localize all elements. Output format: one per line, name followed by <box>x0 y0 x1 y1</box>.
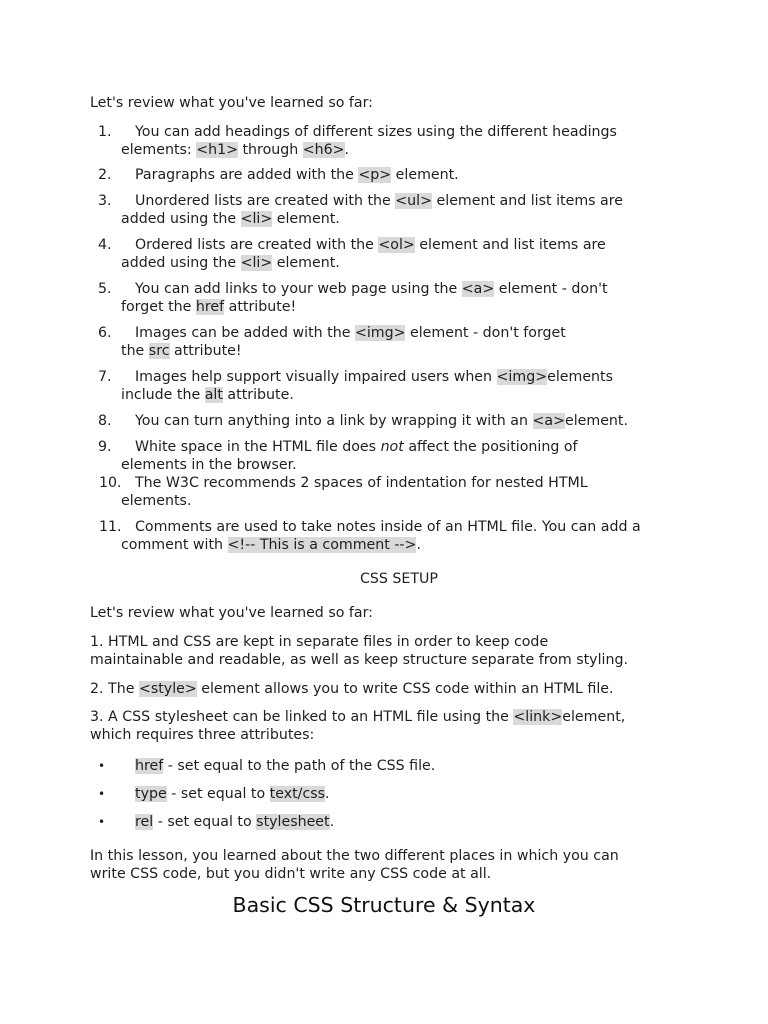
list-item-line <box>135 518 641 536</box>
list-item-line <box>135 438 578 456</box>
text-segment: elements in the browser. <box>121 457 297 473</box>
text-segment: 3. A CSS stylesheet can be linked to an HTML file using the <box>90 709 514 725</box>
list-item-line <box>121 456 297 474</box>
text-segment: Comments are used to take notes inside of an HTML file. You can add a <box>135 519 641 535</box>
list-item-line <box>121 298 296 316</box>
text-segment: element and list items are <box>414 237 606 253</box>
code-snippet: src <box>148 343 170 359</box>
text-segment: . <box>416 537 421 553</box>
list-item-line <box>135 324 566 342</box>
list-item-line <box>121 210 340 228</box>
list-item-line <box>121 141 349 159</box>
summary-paragraph-line <box>90 708 690 726</box>
list-item-number: 9. <box>98 439 112 455</box>
code-snippet: href <box>135 758 164 774</box>
intro-text-2: Let's review what you've learned so far: <box>90 605 373 621</box>
text-segment: attribute! <box>224 299 297 315</box>
list-item-line <box>121 386 294 404</box>
text-segment: Images help support visually impaired users when <box>135 369 497 385</box>
list-item-line <box>135 166 459 184</box>
css-setup-heading: CSS SETUP <box>359 571 438 587</box>
text-segment: element, <box>562 709 626 725</box>
code-snippet: type <box>135 786 167 802</box>
text-segment: attribute! <box>169 343 242 359</box>
text-segment: Ordered lists are created with the <box>135 237 379 253</box>
text-segment: - set equal to <box>153 814 257 830</box>
summary-paragraph-line <box>90 633 690 651</box>
text-segment: added using the <box>121 211 241 227</box>
bullet-text <box>135 785 330 803</box>
code-snippet: <a> <box>532 413 565 429</box>
code-snippet: <img> <box>354 325 406 341</box>
text-segment: elements: <box>121 142 197 158</box>
text-segment: attribute. <box>222 387 294 403</box>
list-item-line <box>135 280 608 298</box>
emphasis-text: not <box>380 439 404 455</box>
text-segment: You can add links to your web page using the <box>135 281 462 297</box>
list-item-line <box>135 412 628 430</box>
code-snippet: <p> <box>358 167 392 183</box>
text-segment: maintainable and readable, as well as keep structure separate from styling. <box>90 652 628 668</box>
text-segment: elements <box>547 369 613 385</box>
bullet-text <box>135 757 435 775</box>
code-snippet: text/css <box>269 786 326 802</box>
list-item-number: 3. <box>98 193 112 209</box>
list-item-line <box>135 236 606 254</box>
list-item-line <box>135 192 623 210</box>
code-snippet: <style> <box>138 681 197 697</box>
code-snippet: <link> <box>513 709 563 725</box>
text-segment: the <box>121 343 149 359</box>
closing-line-2: write CSS code, but you didn't write any CSS code at all. <box>90 866 492 882</box>
code-snippet: stylesheet <box>256 814 330 830</box>
code-snippet: <li> <box>240 211 273 227</box>
code-snippet: <li> <box>240 255 273 271</box>
list-item-number: 6. <box>98 325 112 341</box>
code-snippet: rel <box>135 814 154 830</box>
text-segment: . <box>329 814 335 830</box>
code-snippet: <h6> <box>302 142 345 158</box>
text-segment: element - don't forget <box>405 325 566 341</box>
text-segment: 1. HTML and CSS are kept in separate files in order to keep code <box>90 634 549 650</box>
text-segment: element. <box>564 413 628 429</box>
bullet-icon: • <box>98 787 106 801</box>
text-segment: affect the positioning of <box>403 439 578 455</box>
text-segment: include the <box>121 387 205 403</box>
list-item-line <box>121 492 191 510</box>
intro-text: Let's review what you've learned so far: <box>90 95 373 111</box>
code-snippet: <!-- This is a comment --> <box>227 537 417 553</box>
code-snippet: <a> <box>461 281 495 297</box>
text-segment: - set equal to <box>166 786 270 802</box>
list-item-number: 11. <box>99 519 122 535</box>
text-segment: element allows you to write CSS code within an HTML file. <box>196 681 614 697</box>
bullet-text <box>135 813 334 831</box>
text-segment: element - don't <box>494 281 608 297</box>
text-segment: You can add headings of different sizes using the different headings <box>135 124 617 140</box>
text-segment: elements. <box>121 493 192 509</box>
summary-paragraph-line <box>90 651 690 669</box>
text-segment: Unordered lists are created with the <box>135 193 396 209</box>
code-snippet: <img> <box>496 369 548 385</box>
text-segment: The W3C recommends 2 spaces of indentation for nested HTML <box>135 475 588 491</box>
summary-paragraph-line <box>90 680 690 698</box>
closing-line-1: In this lesson, you learned about the two different places in which you can <box>90 848 619 864</box>
text-segment: Images can be added with the <box>135 325 355 341</box>
code-snippet: href <box>195 299 225 315</box>
text-segment: Paragraphs are added with the <box>135 167 359 183</box>
section-heading: Basic CSS Structure & Syntax <box>232 893 536 917</box>
text-segment: . <box>344 142 350 158</box>
list-item-number: 5. <box>98 281 112 297</box>
text-segment: - set equal to the path of the CSS file. <box>163 758 436 774</box>
text-segment: through <box>237 142 303 158</box>
text-segment: added using the <box>121 255 241 271</box>
list-item-line <box>135 368 613 386</box>
text-segment: comment with <box>121 537 228 553</box>
code-snippet: <h1> <box>196 142 238 158</box>
code-snippet: alt <box>204 387 223 403</box>
list-item-number: 8. <box>98 413 112 429</box>
bullet-icon: • <box>98 759 106 773</box>
text-segment: You can turn anything into a link by wrapping it with an <box>135 413 533 429</box>
code-snippet: <ol> <box>378 237 415 253</box>
bullet-icon: • <box>98 815 106 829</box>
list-item-number: 7. <box>98 369 112 385</box>
text-segment: forget the <box>121 299 196 315</box>
list-item-line <box>121 254 340 272</box>
text-segment: element. <box>391 167 459 183</box>
list-item-line <box>135 123 617 141</box>
list-item-number: 4. <box>98 237 112 253</box>
text-segment: . <box>325 786 330 802</box>
list-item-number: 1. <box>98 124 112 140</box>
text-segment: element. <box>272 255 340 271</box>
list-item-line <box>121 342 242 360</box>
list-item-line <box>121 536 421 554</box>
list-item-line <box>135 474 588 492</box>
list-item-number: 10. <box>99 475 122 491</box>
list-item-number: 2. <box>98 167 112 183</box>
text-segment: which requires three attributes: <box>90 727 315 743</box>
code-snippet: <ul> <box>395 193 433 209</box>
text-segment: 2. The <box>90 681 139 697</box>
text-segment: element. <box>272 211 340 227</box>
summary-paragraph-line <box>90 726 690 744</box>
text-segment: White space in the HTML file does <box>135 439 381 455</box>
text-segment: element and list items are <box>432 193 623 209</box>
